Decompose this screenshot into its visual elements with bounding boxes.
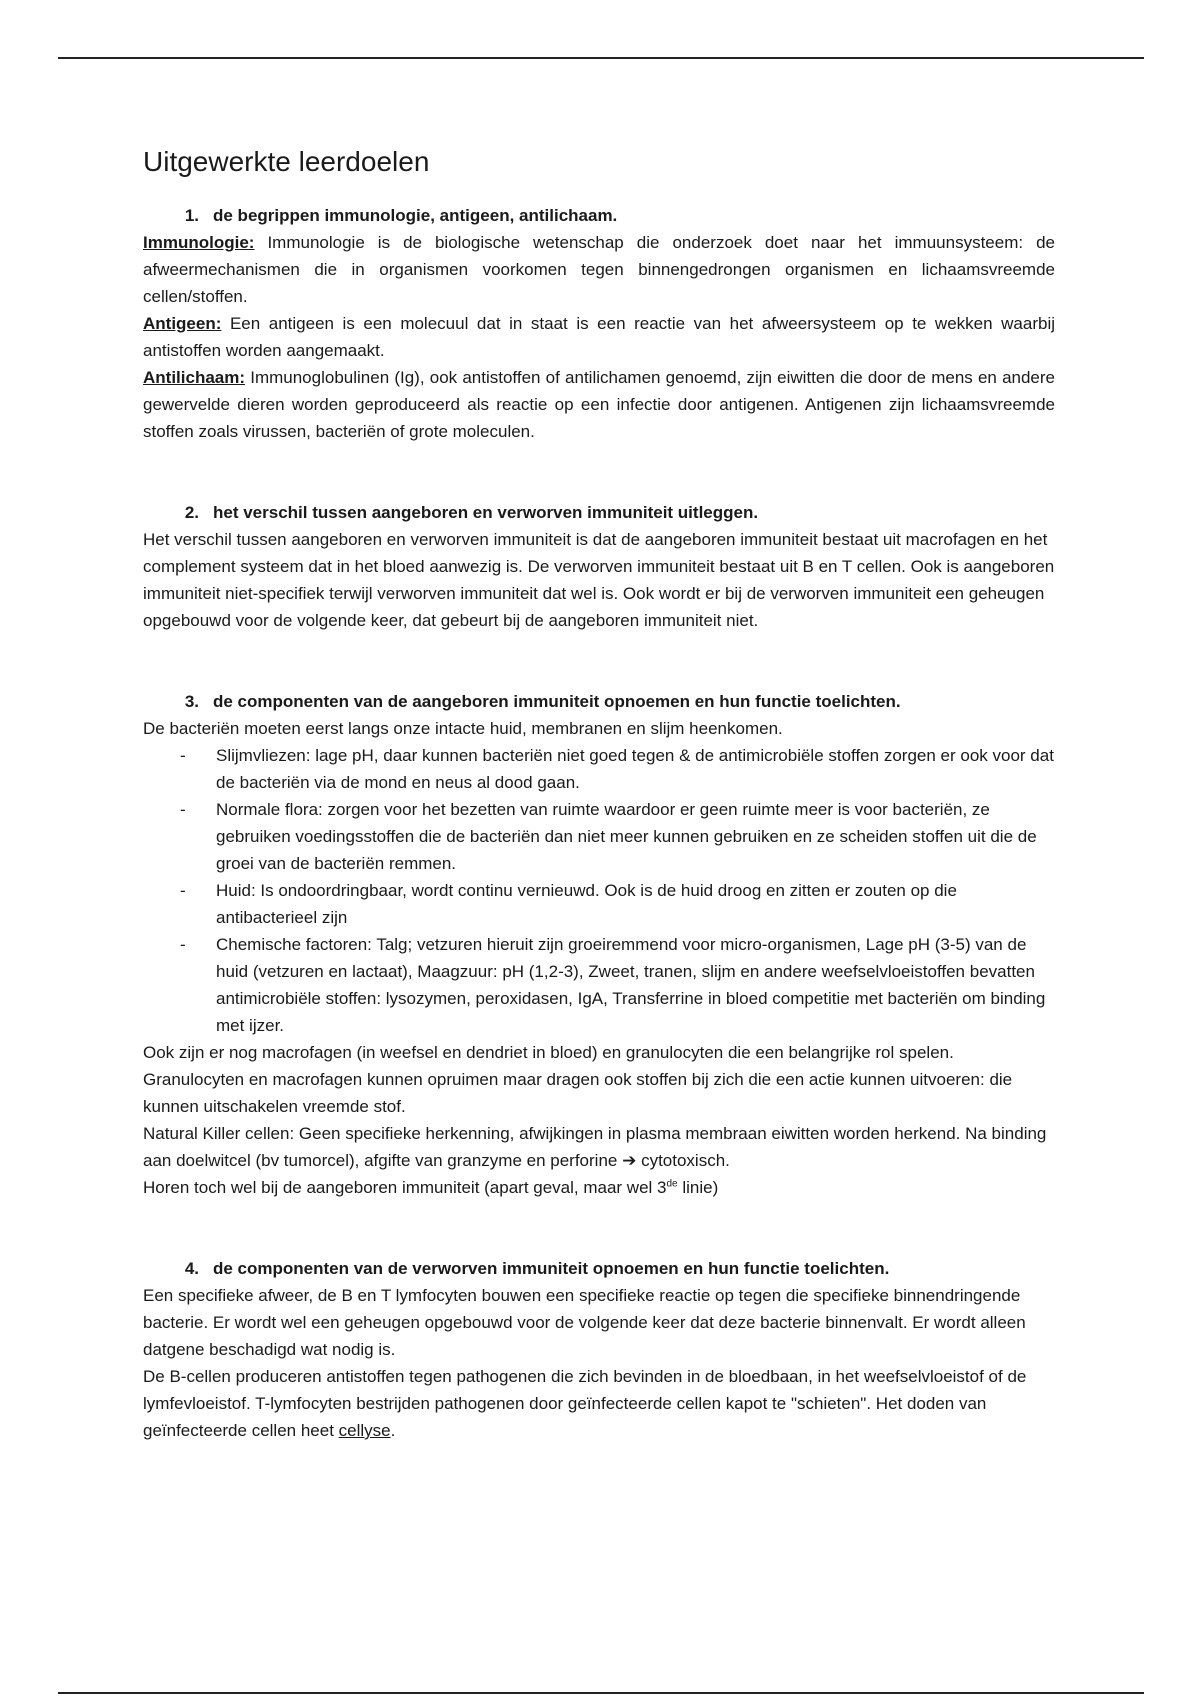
definition-term: Antilichaam: xyxy=(143,368,246,387)
definition-text: Een antigeen is een molecuul dat in staat is een reactie van het afweersysteem op te wekken waarbij antistoffen worden aangemaakt. xyxy=(143,314,1055,360)
innate-components-list xyxy=(143,742,1055,1039)
list-item: - Normale flora: zorgen voor het bezetten van ruimte waardoor er geen ruimte meer is voor bacteriën, ze gebruiken voedingsstoffen die de bacteriën dan niet meer kunnen gebruiken en ze scheiden stoffen uit die de groei van de bacteriën remmen. xyxy=(143,796,1055,877)
section-spacer xyxy=(143,1201,1055,1255)
section-3-intro: De bacteriën moeten eerst langs onze intacte huid, membranen en slijm heenkomen. xyxy=(143,719,783,738)
definition-term: Antigeen: xyxy=(143,314,222,333)
arrow-icon: ➔ xyxy=(622,1151,637,1170)
list-item: - Chemische factoren: Talg; vetzuren hieruit zijn groeiremmend voor micro-organismen, Lage pH (3-5) van de huid (vetzuren en lactaat), Maagzuur: pH (1,2-3), Zweet, tranen, slijm en andere weefselvloeistoffen bevatten antimicrobiële stoffen: lysozymen, peroxidasen, IgA, Transferrine in bloed competitie met bacteriën om binding met ijzer. xyxy=(143,931,1055,1039)
section-number: 3. xyxy=(184,692,199,711)
section-title: het verschil tussen aangeboren en verworven immuniteit uitleggen. xyxy=(213,503,759,522)
definition-text: Immunoglobulinen (Ig), ook antistoffen of antilichamen genoemd, zijn eiwitten die door de mens en andere gewervelde dieren worden geproduceerd als reactie op een infectie door antigenen. Antigenen zijn lichaamsvreemde stoffen zoals virussen, bacteriën of grote moleculen. xyxy=(143,368,1055,441)
section-title: de componenten van de verworven immuniteit opnoemen en hun functie toelichten. xyxy=(213,1259,890,1278)
document-body xyxy=(143,142,1055,1444)
section-2-body: Het verschil tussen aangeboren en verworven immuniteit is dat de aangeboren immuniteit bestaat uit macrofagen en het complement systeem dat in het bloed aanwezig is. De verworven immuniteit bestaat uit B en T cellen. Ook is aangeboren immuniteit niet-specifiek terwijl verworven immuniteit dat wel is. Ook wordt er bij de verworven immuniteit een geheugen opgebouwd voor de volgende keer, dat gebeurt bij de aangeboren immuniteit niet. xyxy=(143,530,1055,630)
nk-text: Natural Killer cellen: Geen specifieke herkenning, afwijkingen in plasma membraan eiwitten worden herkend. Na binding aan doelwitcel (bv tumorcel), afgifte van granzyme en perforine xyxy=(143,1124,1047,1170)
section-1-heading xyxy=(143,202,1055,229)
nk-line2-end: linie) xyxy=(677,1178,719,1197)
header-rule xyxy=(58,57,1144,59)
section-number: 1. xyxy=(184,206,199,225)
definition-antigeen xyxy=(143,310,1055,364)
para-text: De B-cellen produceren antistoffen tegen pathogenen die zich bevinden in de bloedbaan, in het weefselvloeistof of de lymfevloeistof. T-lymfocyten bestrijden pathogenen door geïnfecteerde cellen kapot te "schieten". Het doden van geïnfecteerde cellen heet xyxy=(143,1367,1027,1440)
cellyse-term: cellyse xyxy=(338,1421,391,1440)
section-number: 4. xyxy=(184,1259,199,1278)
para-end: . xyxy=(390,1421,396,1440)
section-3-macrofagen: Ook zijn er nog macrofagen (in weefsel en dendriet in bloed) en granulocyten die een belangrijke rol spelen. Granulocyten en macrofagen kunnen opruimen maar dragen ook stoffen bij zich die een actie kunnen uitvoeren: die kunnen uitschakelen vreemde stof. xyxy=(143,1043,1013,1116)
section-3-nk-cells xyxy=(143,1120,1055,1201)
section-spacer xyxy=(143,445,1055,499)
definition-antilichaam xyxy=(143,364,1055,445)
section-number: 2. xyxy=(184,503,199,522)
section-title: de componenten van de aangeboren immuniteit opnoemen en hun functie toelichten. xyxy=(213,692,901,711)
list-item: - Huid: Is ondoordringbaar, wordt continu vernieuwd. Ook is de huid droog en zitten er zouten op die antibacterieel zijn xyxy=(143,877,1055,931)
list-item: - Slijmvliezen: lage pH, daar kunnen bacteriën niet goed tegen & de antimicrobiële stoffen zorgen er ook voor dat de bacteriën via de mond en neus al dood gaan. xyxy=(143,742,1055,796)
footer-rule xyxy=(58,1692,1144,1694)
section-4-heading xyxy=(143,1255,1055,1282)
nk-result: cytotoxisch. xyxy=(641,1151,730,1170)
section-spacer xyxy=(143,634,1055,688)
page-title: Uitgewerkte leerdoelen xyxy=(143,146,430,177)
section-3-heading xyxy=(143,688,1055,715)
section-2-heading xyxy=(143,499,1055,526)
definition-term: Immunologie: xyxy=(143,233,255,252)
ordinal-suffix: de xyxy=(666,1178,678,1190)
definition-immunologie xyxy=(143,229,1055,310)
section-4-para-1: Een specifieke afweer, de B en T lymfocyten bouwen een specifieke reactie op tegen die specifieke binnendringende bacterie. Er wordt wel een geheugen opgebouwd voor de volgende keer dat deze bacterie binnenvalt. Er wordt alleen datgene beschadigd wat nodig is. xyxy=(143,1286,1026,1359)
section-4-para-2 xyxy=(143,1363,1055,1444)
definition-text: Immunologie is de biologische wetenschap die onderzoek doet naar het immuunsysteem: de afweermechanismen die in organismen voorkomen tegen binnengedrongen organismen en lichaamsvreemde cellen/stoffen. xyxy=(143,233,1055,306)
section-title: de begrippen immunologie, antigeen, antilichaam. xyxy=(213,206,618,225)
nk-line2: Horen toch wel bij de aangeboren immuniteit (apart geval, maar wel 3 xyxy=(143,1178,667,1197)
